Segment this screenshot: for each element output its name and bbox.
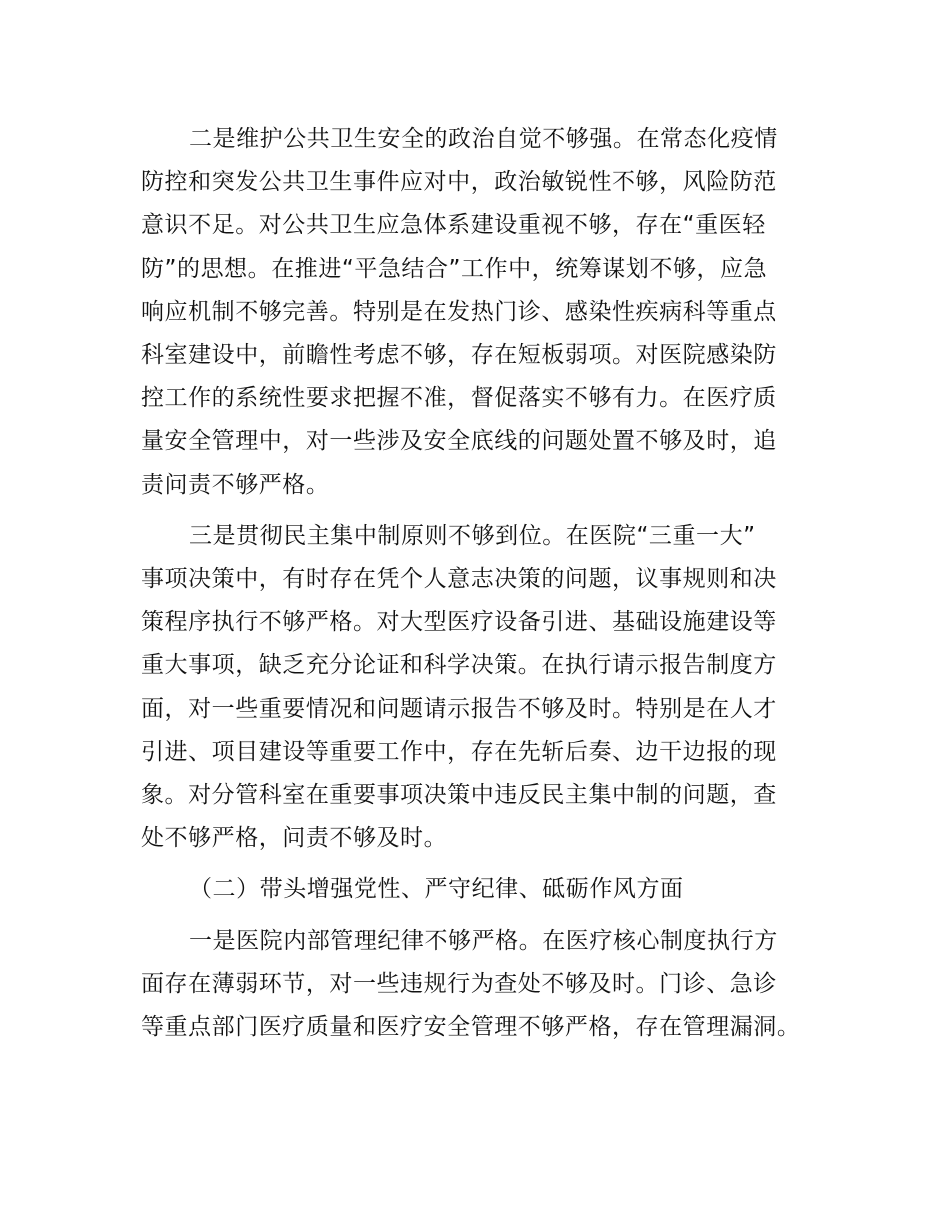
paragraph-political-awareness bbox=[141, 118, 831, 507]
text-line: 事项决策中，有时存在凭个人意志决策的问题，议事规则和决 bbox=[141, 566, 777, 593]
paragraph-internal-discipline bbox=[141, 920, 831, 1050]
text-line: 科室建设中，前瞻性考虑不够，存在短板弱项。对医院感染防 bbox=[141, 342, 777, 369]
text-line: 重大事项，缺乏充分论证和科学决策。在执行请示报告制度方 bbox=[141, 652, 777, 679]
document-body bbox=[141, 118, 831, 1049]
paragraph-democratic-centralism bbox=[141, 515, 831, 861]
text-line: 责问责不够严格。 bbox=[141, 471, 330, 498]
text-line: 防控和突发公共卫生事件应对中，政治敏锐性不够，风险防范 bbox=[141, 169, 777, 196]
text-line: 等重点部门医疗质量和医疗安全管理不够严格，存在管理漏洞。 bbox=[141, 1014, 801, 1041]
text-line: 防”的思想。在推进“平急结合”工作中，统筹谋划不够，应急 bbox=[141, 255, 768, 282]
text-line: 控工作的系统性要求把握不准，督促落实不够有力。在医疗质 bbox=[141, 385, 777, 412]
text-line: 意识不足。对公共卫生应急体系建设重视不够，存在“重医轻 bbox=[141, 212, 766, 239]
text-line: 处不够严格，问责不够及时。 bbox=[141, 825, 448, 852]
text-line: 面，对一些重要情况和问题请示报告不够及时。特别是在人才 bbox=[141, 695, 777, 722]
text-line: 面存在薄弱环节，对一些违规行为查处不够及时。门诊、急诊 bbox=[141, 970, 777, 997]
text-line: 象。对分管科室在重要事项决策中违反民主集中制的问题，查 bbox=[141, 782, 777, 809]
text-line: 三是贯彻民主集中制原则不够到位。在医院“三重一大” bbox=[189, 522, 756, 549]
text-line: 响应机制不够完善。特别是在发热门诊、感染性疾病科等重点 bbox=[141, 298, 777, 325]
text-line: 量安全管理中，对一些涉及安全底线的问题处置不够及时，追 bbox=[141, 428, 777, 455]
text-line: 策程序执行不够严格。对大型医疗设备引进、基础设施建设等 bbox=[141, 609, 777, 636]
text-line: 一是医院内部管理纪律不够严格。在医疗核心制度执行方 bbox=[189, 927, 778, 954]
heading-line: （二）带头增强党性、严守纪律、砥砺作风方面 bbox=[189, 876, 684, 903]
text-line: 二是维护公共卫生安全的政治自觉不够强。在常态化疫情 bbox=[189, 126, 778, 152]
text-line: 引进、项目建设等重要工作中，存在先斩后奏、边干边报的现 bbox=[141, 738, 777, 765]
section-heading bbox=[141, 868, 831, 911]
